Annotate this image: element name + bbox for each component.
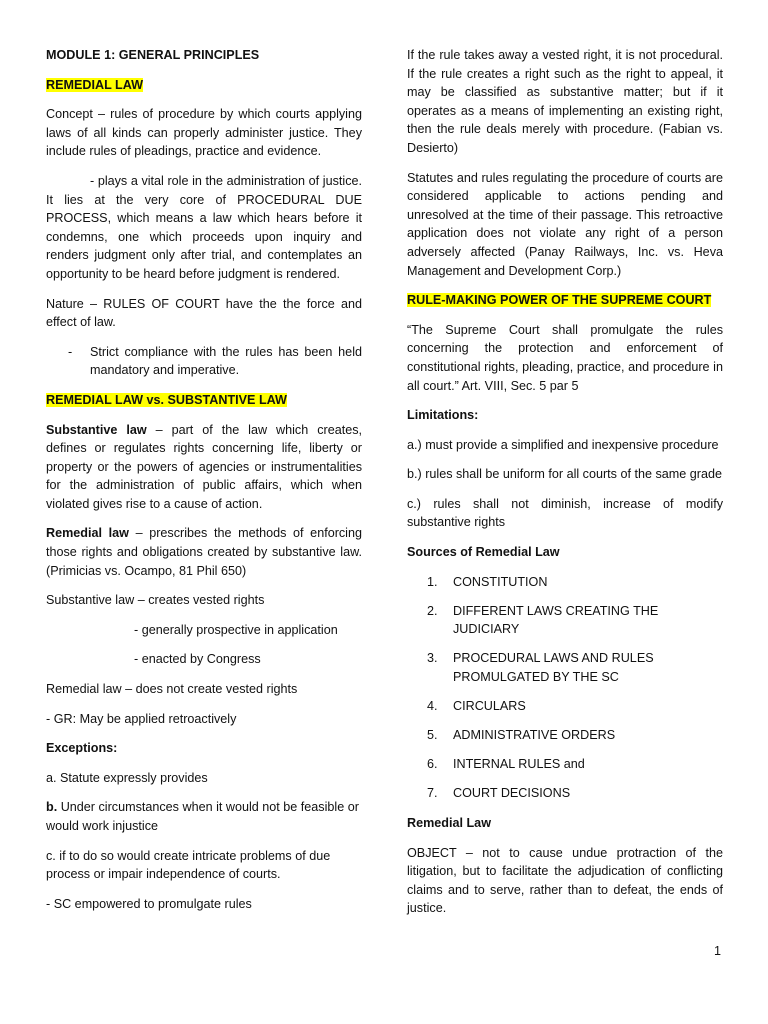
general-rule-line: - GR: May be applied retroactively	[46, 711, 237, 726]
remedial-law-def-text: – prescribes the methods of enforcing those rights and obligations created by substantive law. (Primicias vs. Ocampo, 81 Phil 650)	[46, 526, 362, 578]
list-text: PROCEDURAL LAWS AND RULES PROMULGATED BY THE SC	[453, 651, 654, 685]
remedial-vs-substantive-heading	[46, 391, 362, 410]
nature-dash-text: Strict compliance with the rules has been held mandatory and imperative.	[90, 344, 362, 378]
list-text: CONSTITUTION	[453, 574, 548, 589]
list-number: 3.	[427, 651, 438, 666]
dash-marker: -	[68, 344, 73, 359]
remedial-law-heading	[46, 76, 362, 95]
list-item	[407, 755, 723, 774]
sources-list	[407, 573, 723, 803]
list-item	[407, 602, 723, 639]
list-number: 4.	[427, 699, 438, 714]
remedial-law-heading-text: REMEDIAL LAW	[46, 77, 144, 92]
nature-paragraph: Nature – RULES OF COURT have the the force and effect of law.	[46, 296, 362, 330]
substantive-congress-line: - enacted by Congress	[134, 652, 261, 667]
substantive-prospective-line: - generally prospective in application	[134, 622, 338, 637]
list-number: 2.	[427, 603, 438, 618]
rule-making-heading	[407, 291, 723, 310]
list-item	[407, 573, 723, 592]
list-text: CIRCULARS	[453, 699, 526, 714]
statutes-paragraph: Statutes and rules regulating the procedure of courts are considered applicable to actions pending and unresolved at the time of their passage. This retroactive application does not violate any right of a person adversely affected (Panay Railways, Inc. vs. Heva Management and Development Corp.)	[407, 170, 723, 278]
vested-right-paragraph: If the rule takes away a vested right, it is not procedural. If the rule creates a right such as the right to appeal, it may be classified as substantive matter; but if it operates as a means of implementing an existing right, then the rule deals merely with procedure. (Fabian vs. Desierto)	[407, 48, 723, 155]
exception-c: c. if to do so would create intricate problems of due process or impair independence of courts.	[46, 848, 331, 882]
remedial-not-vested-line: Remedial law – does not create vested rights	[46, 682, 298, 697]
concept-dash-paragraph: - plays a vital role in the administration of justice. It lies at the very core of PROCEDURAL DUE PROCESS, which means a law which hears before it condemns, one which proceeds upon inquiry and renders judgment only after trial, and contemplates an opportunity to be heard before judgment is rendered.	[46, 173, 362, 281]
limitation-b: b.) rules shall be uniform for all courts of the same grade	[407, 467, 722, 482]
rule-making-heading-text: RULE-MAKING POWER OF THE SUPREME COURT	[407, 293, 712, 308]
substantive-law-def-text: – part of the law which creates, defines or regulates rights concerning life, liberty or property or the powers of agencies or instrumentalities for the administration of public affairs, which when violated gives rise to a cause of action.	[46, 422, 362, 511]
exception-b	[46, 798, 362, 835]
list-item	[407, 784, 723, 803]
object-paragraph: OBJECT – not to cause undue protraction of the litigation, but to facilitate the adjudication of conflicting claims and to serve, rather than to defeat, the ends of justice.	[407, 845, 723, 916]
module-title: MODULE 1: GENERAL PRINCIPLES	[46, 48, 260, 62]
remedial-law-term: Remedial law	[46, 526, 129, 541]
list-text: COURT DECISIONS	[453, 786, 571, 801]
left-column	[46, 46, 362, 924]
list-number: 5.	[427, 728, 438, 743]
remedial-law-subheading: Remedial Law	[407, 816, 491, 830]
constitution-quote: “The Supreme Court shall promulgate the rules concerning the protection and enforcement of constitutional rights, pleading, practice, and procedure in all court.” Art. VIII, Sec. 5 par 5	[407, 322, 723, 393]
remedial-vs-substantive-heading-text: REMEDIAL LAW vs. SUBSTANTIVE LAW	[46, 392, 287, 407]
exception-b-label: b.	[46, 800, 58, 815]
right-column	[407, 46, 723, 929]
nature-dash-item	[46, 343, 362, 380]
list-item	[407, 697, 723, 716]
substantive-vested-line: Substantive law – creates vested rights	[46, 593, 265, 608]
page-number: 1	[713, 944, 721, 958]
exception-b-text: Under circumstances when it would not be feasible or would work injustice	[46, 800, 359, 833]
limitation-c: c.) rules shall not diminish, increase of modify substantive rights	[407, 496, 723, 530]
concept-paragraph: Concept – rules of procedure by which courts applying laws of all kinds can properly administer justice. They include rules of pleadings, practice and evidence.	[46, 107, 362, 159]
list-text: DIFFERENT LAWS CREATING THE JUDICIARY	[453, 603, 659, 637]
list-number: 7.	[427, 786, 438, 801]
list-item	[407, 649, 723, 686]
list-item	[407, 726, 723, 745]
substantive-law-term: Substantive law	[46, 422, 147, 437]
sc-empowered-line: - SC empowered to promulgate rules	[46, 896, 252, 911]
list-number: 6.	[427, 757, 438, 772]
substantive-law-definition	[46, 421, 362, 514]
list-number: 1.	[427, 574, 438, 589]
limitations-heading: Limitations:	[407, 408, 479, 423]
remedial-law-definition	[46, 524, 362, 580]
exceptions-heading: Exceptions:	[46, 741, 118, 756]
exception-a: a. Statute expressly provides	[46, 770, 208, 785]
sources-heading: Sources of Remedial Law	[407, 545, 560, 560]
limitation-a: a.) must provide a simplified and inexpensive procedure	[407, 437, 719, 452]
list-text: INTERNAL RULES and	[453, 757, 585, 772]
list-text: ADMINISTRATIVE ORDERS	[453, 728, 616, 743]
